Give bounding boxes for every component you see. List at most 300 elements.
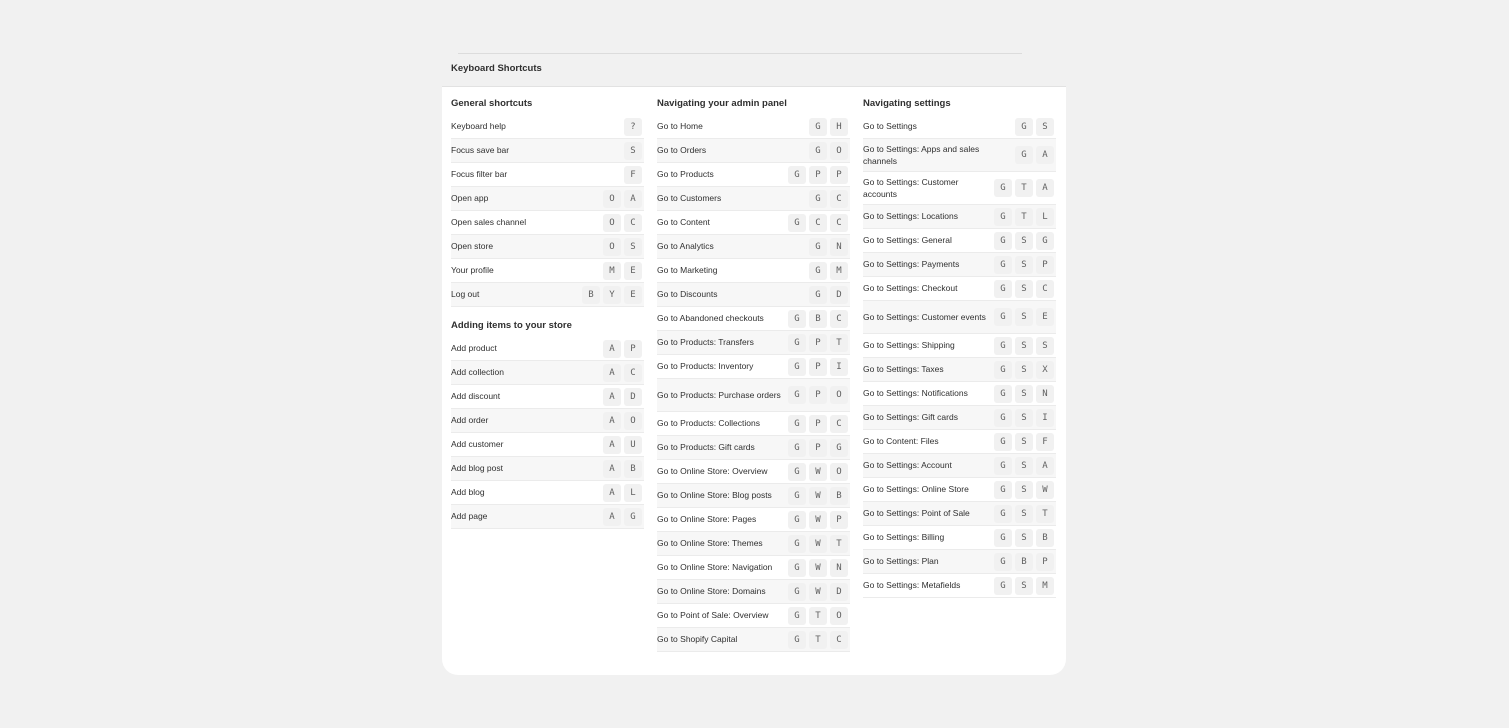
key-combo (603, 214, 644, 232)
shortcut-row-log-out (451, 283, 644, 307)
key-cap: B (809, 310, 827, 328)
column-general (451, 87, 644, 529)
shortcut-row-add-customer (451, 433, 644, 457)
key-cap: S (1015, 256, 1033, 274)
key-cap: G (994, 337, 1012, 355)
key-cap: U (624, 436, 642, 454)
key-cap: E (624, 286, 642, 304)
key-cap: S (1015, 280, 1033, 298)
key-cap: T (809, 631, 827, 649)
key-combo (603, 388, 644, 406)
key-cap: D (830, 583, 848, 601)
shortcut-label: Go to Content: Files (863, 436, 939, 447)
key-combo (994, 208, 1056, 226)
key-combo (994, 337, 1056, 355)
key-cap: B (582, 286, 600, 304)
key-cap: G (809, 286, 827, 304)
shortcut-row-add-product (451, 337, 644, 361)
key-cap: G (788, 559, 806, 577)
key-cap: G (994, 577, 1012, 595)
key-cap: S (1015, 232, 1033, 250)
key-cap: T (830, 535, 848, 553)
shortcut-row-go-to-settings-apps-and-sales-channels (863, 139, 1056, 172)
shortcut-label: Go to Settings (863, 121, 917, 132)
key-cap: S (1015, 409, 1033, 427)
key-combo (788, 487, 850, 505)
key-cap: G (788, 310, 806, 328)
key-cap: G (1036, 232, 1054, 250)
key-cap: G (809, 238, 827, 256)
key-combo (603, 238, 644, 256)
shortcut-row-focus-filter-bar (451, 163, 644, 187)
key-cap: N (1036, 385, 1054, 403)
shortcut-list (657, 115, 850, 652)
key-cap: A (603, 388, 621, 406)
key-combo (603, 262, 644, 280)
key-cap: P (809, 334, 827, 352)
section-title: Navigating settings (863, 98, 951, 109)
shortcut-list (863, 115, 1056, 598)
shortcut-label: Go to Orders (657, 145, 707, 156)
key-cap: M (1036, 577, 1054, 595)
key-cap: S (624, 142, 642, 160)
shortcut-label: Go to Analytics (657, 241, 714, 252)
key-cap: C (830, 310, 848, 328)
key-cap: A (603, 508, 621, 526)
key-combo (788, 607, 850, 625)
shortcut-row-go-to-settings-customer-events (863, 301, 1056, 334)
key-combo (788, 463, 850, 481)
shortcut-label: Add blog (451, 487, 485, 498)
key-cap: H (830, 118, 848, 136)
key-combo (582, 286, 644, 304)
key-combo (603, 190, 644, 208)
shortcut-label: Go to Abandoned checkouts (657, 313, 764, 324)
key-cap: P (1036, 256, 1054, 274)
shortcut-row-go-to-content-files (863, 430, 1056, 454)
key-cap: G (788, 386, 806, 404)
shortcut-row-go-to-settings-plan (863, 550, 1056, 574)
shortcut-row-go-to-discounts (657, 283, 850, 307)
section-title: Navigating your admin panel (657, 98, 787, 109)
key-cap: G (788, 631, 806, 649)
shortcut-row-open-app (451, 187, 644, 211)
key-cap: O (830, 142, 848, 160)
key-cap: G (994, 361, 1012, 379)
shortcut-list (451, 337, 644, 529)
key-combo (788, 358, 850, 376)
key-cap: G (1015, 146, 1033, 164)
key-cap: G (994, 433, 1012, 451)
key-cap: G (788, 463, 806, 481)
key-cap: ? (624, 118, 642, 136)
shortcut-row-add-collection (451, 361, 644, 385)
key-combo (994, 409, 1056, 427)
key-cap: S (1015, 457, 1033, 475)
key-combo (788, 166, 850, 184)
key-cap: A (1036, 146, 1054, 164)
key-combo (788, 631, 850, 649)
shortcut-row-go-to-analytics (657, 235, 850, 259)
shortcut-label: Go to Online Store: Navigation (657, 562, 773, 573)
shortcut-row-add-blog-post (451, 457, 644, 481)
key-cap: B (830, 487, 848, 505)
key-combo (809, 142, 850, 160)
key-cap: G (994, 385, 1012, 403)
key-cap: W (809, 559, 827, 577)
shortcut-row-go-to-settings-payments (863, 253, 1056, 277)
key-cap: G (788, 439, 806, 457)
shortcut-row-add-discount (451, 385, 644, 409)
shortcut-row-go-to-settings (863, 115, 1056, 139)
shortcut-label: Go to Settings: Plan (863, 556, 939, 567)
key-combo (788, 334, 850, 352)
shortcut-label: Focus save bar (451, 145, 510, 156)
shortcut-row-go-to-products-inventory (657, 355, 850, 379)
shortcut-label: Go to Settings: Notifications (863, 388, 968, 399)
shortcut-label: Go to Online Store: Overview (657, 466, 768, 477)
shortcut-row-go-to-settings-point-of-sale (863, 502, 1056, 526)
shortcut-row-go-to-products-gift-cards (657, 436, 850, 460)
shortcut-row-go-to-online-store-themes (657, 532, 850, 556)
key-cap: S (1015, 529, 1033, 547)
key-cap: W (809, 511, 827, 529)
shortcut-row-go-to-settings-customer-accounts (863, 172, 1056, 205)
key-cap: G (994, 179, 1012, 197)
key-combo (994, 308, 1056, 326)
key-cap: C (830, 415, 848, 433)
shortcut-label: Add product (451, 343, 497, 354)
shortcut-row-go-to-products (657, 163, 850, 187)
key-cap: A (603, 484, 621, 502)
key-cap: P (830, 511, 848, 529)
shortcuts-panel (442, 87, 1066, 675)
key-cap: W (809, 463, 827, 481)
shortcut-row-add-order (451, 409, 644, 433)
key-cap: O (603, 190, 621, 208)
shortcut-row-go-to-settings-notifications (863, 382, 1056, 406)
key-cap: I (1036, 409, 1054, 427)
shortcut-label: Go to Home (657, 121, 703, 132)
key-cap: G (994, 505, 1012, 523)
key-cap: G (994, 553, 1012, 571)
key-combo (994, 553, 1056, 571)
key-cap: S (1015, 433, 1033, 451)
key-combo (603, 364, 644, 382)
key-cap: C (830, 631, 848, 649)
key-cap: F (624, 166, 642, 184)
key-cap: D (830, 286, 848, 304)
shortcut-label: Focus filter bar (451, 169, 508, 180)
key-cap: P (809, 439, 827, 457)
shortcut-row-focus-save-bar (451, 139, 644, 163)
key-cap: W (1036, 481, 1054, 499)
key-cap: G (994, 457, 1012, 475)
shortcut-row-go-to-online-store-pages (657, 508, 850, 532)
shortcut-label: Add customer (451, 439, 504, 450)
key-cap: C (1036, 280, 1054, 298)
shortcut-row-go-to-orders (657, 139, 850, 163)
shortcut-label: Go to Settings: Online Store (863, 484, 969, 495)
key-cap: G (788, 166, 806, 184)
shortcut-row-go-to-online-store-overview (657, 460, 850, 484)
key-cap: G (809, 190, 827, 208)
key-cap: P (1036, 553, 1054, 571)
key-cap: S (1015, 505, 1033, 523)
key-cap: C (830, 214, 848, 232)
shortcut-label: Go to Settings: Locations (863, 211, 958, 222)
key-cap: G (788, 334, 806, 352)
shortcut-label: Go to Settings: Account (863, 460, 952, 471)
key-cap: S (1036, 337, 1054, 355)
key-cap: O (830, 607, 848, 625)
shortcut-label: Go to Products (657, 169, 714, 180)
key-cap: A (603, 340, 621, 358)
key-combo (624, 166, 644, 184)
shortcut-label: Go to Settings: Metafields (863, 580, 961, 591)
shortcut-row-your-profile (451, 259, 644, 283)
shortcut-row-go-to-shopify-capital (657, 628, 850, 652)
key-cap: F (1036, 433, 1054, 451)
modal-title: Keyboard Shortcuts (451, 63, 542, 74)
shortcut-label: Go to Shopify Capital (657, 634, 738, 645)
shortcut-row-go-to-online-store-domains (657, 580, 850, 604)
key-combo (603, 412, 644, 430)
shortcut-label: Open app (451, 193, 489, 204)
key-cap: T (1015, 179, 1033, 197)
shortcut-row-go-to-settings-taxes (863, 358, 1056, 382)
key-combo (994, 457, 1056, 475)
key-combo (994, 577, 1056, 595)
shortcut-label: Go to Products: Collections (657, 418, 760, 429)
key-cap: C (809, 214, 827, 232)
key-combo (994, 481, 1056, 499)
shortcut-label: Go to Products: Transfers (657, 337, 754, 348)
shortcut-label: Go to Online Store: Themes (657, 538, 763, 549)
key-cap: P (809, 166, 827, 184)
key-cap: G (788, 583, 806, 601)
shortcut-row-go-to-settings-gift-cards (863, 406, 1056, 430)
key-cap: T (809, 607, 827, 625)
shortcut-label: Log out (451, 289, 480, 300)
key-cap: S (1015, 385, 1033, 403)
key-combo (788, 386, 850, 404)
shortcut-row-go-to-customers (657, 187, 850, 211)
key-cap: G (994, 409, 1012, 427)
shortcut-row-keyboard-help (451, 115, 644, 139)
key-cap: A (603, 364, 621, 382)
key-cap: T (1015, 208, 1033, 226)
key-cap: G (788, 358, 806, 376)
shortcut-row-go-to-settings-checkout (863, 277, 1056, 301)
key-combo (788, 511, 850, 529)
key-cap: O (603, 238, 621, 256)
key-cap: S (1036, 118, 1054, 136)
key-combo (603, 508, 644, 526)
key-cap: G (994, 529, 1012, 547)
shortcut-label: Add blog post (451, 463, 503, 474)
key-combo (809, 238, 850, 256)
shortcut-row-go-to-settings-account (863, 454, 1056, 478)
key-cap: Y (603, 286, 621, 304)
key-cap: S (1015, 481, 1033, 499)
shortcut-row-go-to-online-store-navigation (657, 556, 850, 580)
key-cap: G (830, 439, 848, 457)
key-combo (603, 460, 644, 478)
key-cap: G (994, 208, 1012, 226)
shortcut-row-go-to-abandoned-checkouts (657, 307, 850, 331)
key-combo (603, 436, 644, 454)
key-cap: E (1036, 308, 1054, 326)
shortcut-label: Go to Marketing (657, 265, 718, 276)
key-cap: A (624, 190, 642, 208)
shortcut-label: Open store (451, 241, 494, 252)
shortcut-row-go-to-products-collections (657, 412, 850, 436)
key-cap: M (830, 262, 848, 280)
shortcut-label: Go to Settings: Taxes (863, 364, 944, 375)
shortcut-row-go-to-settings-general (863, 229, 1056, 253)
key-cap: B (1036, 529, 1054, 547)
key-cap: B (624, 460, 642, 478)
key-cap: S (1015, 337, 1033, 355)
modal-header (442, 54, 1066, 87)
key-combo (624, 142, 644, 160)
shortcut-row-go-to-products-purchase-orders (657, 379, 850, 412)
shortcut-row-go-to-settings-shipping (863, 334, 1056, 358)
shortcut-row-go-to-marketing (657, 259, 850, 283)
shortcut-row-go-to-settings-locations (863, 205, 1056, 229)
key-combo (788, 310, 850, 328)
key-cap: B (1015, 553, 1033, 571)
key-cap: G (809, 262, 827, 280)
shortcut-label: Go to Settings: Customer accounts (863, 176, 959, 199)
shortcut-label: Go to Settings: Point of Sale (863, 508, 970, 519)
key-combo (788, 535, 850, 553)
key-cap: G (994, 280, 1012, 298)
shortcut-label: Go to Settings: Payments (863, 259, 960, 270)
key-cap: G (809, 118, 827, 136)
key-cap: W (809, 487, 827, 505)
section-title: Adding items to your store (451, 320, 572, 331)
shortcut-label: Go to Customers (657, 193, 722, 204)
shortcut-label: Go to Point of Sale: Overview (657, 610, 769, 621)
key-combo (994, 280, 1056, 298)
key-cap: G (788, 415, 806, 433)
shortcut-label: Go to Settings: Shipping (863, 340, 955, 351)
key-combo (809, 262, 850, 280)
key-cap: S (624, 238, 642, 256)
key-cap: C (624, 364, 642, 382)
key-cap: T (1036, 505, 1054, 523)
key-cap: L (624, 484, 642, 502)
key-cap: G (809, 142, 827, 160)
key-cap: G (1015, 118, 1033, 136)
key-cap: W (809, 583, 827, 601)
shortcut-label: Go to Settings: Checkout (863, 283, 958, 294)
shortcut-label: Go to Settings: General (863, 235, 952, 246)
key-combo (994, 361, 1056, 379)
shortcut-label: Go to Online Store: Pages (657, 514, 757, 525)
key-combo (994, 232, 1056, 250)
key-cap: E (624, 262, 642, 280)
shortcut-row-add-page (451, 505, 644, 529)
key-cap: G (994, 481, 1012, 499)
shortcut-label: Go to Settings: Apps and sales channels (863, 143, 980, 166)
key-cap: P (830, 166, 848, 184)
shortcut-row-open-sales-channel (451, 211, 644, 235)
key-cap: P (809, 415, 827, 433)
key-cap: G (624, 508, 642, 526)
shortcut-label: Go to Settings: Billing (863, 532, 945, 543)
key-cap: N (830, 238, 848, 256)
key-combo (994, 179, 1056, 197)
key-combo (994, 256, 1056, 274)
key-combo (1015, 118, 1056, 136)
key-cap: P (809, 358, 827, 376)
key-cap: O (830, 463, 848, 481)
key-combo (788, 439, 850, 457)
key-cap: O (624, 412, 642, 430)
key-combo (994, 385, 1056, 403)
key-cap: G (788, 511, 806, 529)
shortcut-label: Go to Online Store: Domains (657, 586, 766, 597)
key-cap: G (788, 487, 806, 505)
shortcut-row-add-blog (451, 481, 644, 505)
shortcut-row-go-to-online-store-blog-posts (657, 484, 850, 508)
key-cap: M (603, 262, 621, 280)
shortcut-row-go-to-content (657, 211, 850, 235)
shortcut-label: Add order (451, 415, 489, 426)
key-combo (1015, 146, 1056, 164)
key-combo (809, 286, 850, 304)
shortcut-row-go-to-point-of-sale-overview (657, 604, 850, 628)
key-cap: L (1036, 208, 1054, 226)
key-cap: P (624, 340, 642, 358)
shortcut-label: Go to Discounts (657, 289, 718, 300)
key-cap: O (603, 214, 621, 232)
shortcut-row-go-to-products-transfers (657, 331, 850, 355)
key-cap: A (603, 460, 621, 478)
key-combo (994, 505, 1056, 523)
key-combo (994, 529, 1056, 547)
shortcut-label: Go to Products: Gift cards (657, 442, 755, 453)
key-cap: N (830, 559, 848, 577)
key-cap: A (1036, 179, 1054, 197)
key-combo (603, 484, 644, 502)
shortcut-label: Go to Content (657, 217, 710, 228)
shortcut-label: Go to Online Store: Blog posts (657, 490, 772, 501)
key-cap: P (809, 386, 827, 404)
column-settings-navigation (863, 87, 1056, 598)
key-cap: X (1036, 361, 1054, 379)
key-cap: S (1015, 308, 1033, 326)
key-cap: G (788, 214, 806, 232)
shortcut-row-go-to-settings-metafields (863, 574, 1056, 598)
key-combo (624, 118, 644, 136)
key-cap: G (788, 535, 806, 553)
key-cap: D (624, 388, 642, 406)
key-cap: C (624, 214, 642, 232)
key-cap: G (994, 232, 1012, 250)
key-combo (788, 415, 850, 433)
key-cap: W (809, 535, 827, 553)
shortcut-row-go-to-settings-online-store (863, 478, 1056, 502)
section-title: General shortcuts (451, 98, 533, 109)
shortcut-label: Go to Settings: Customer events (863, 311, 986, 322)
key-combo (788, 559, 850, 577)
shortcut-label: Go to Settings: Gift cards (863, 412, 958, 423)
shortcut-label: Go to Products: Purchase orders (657, 389, 781, 400)
